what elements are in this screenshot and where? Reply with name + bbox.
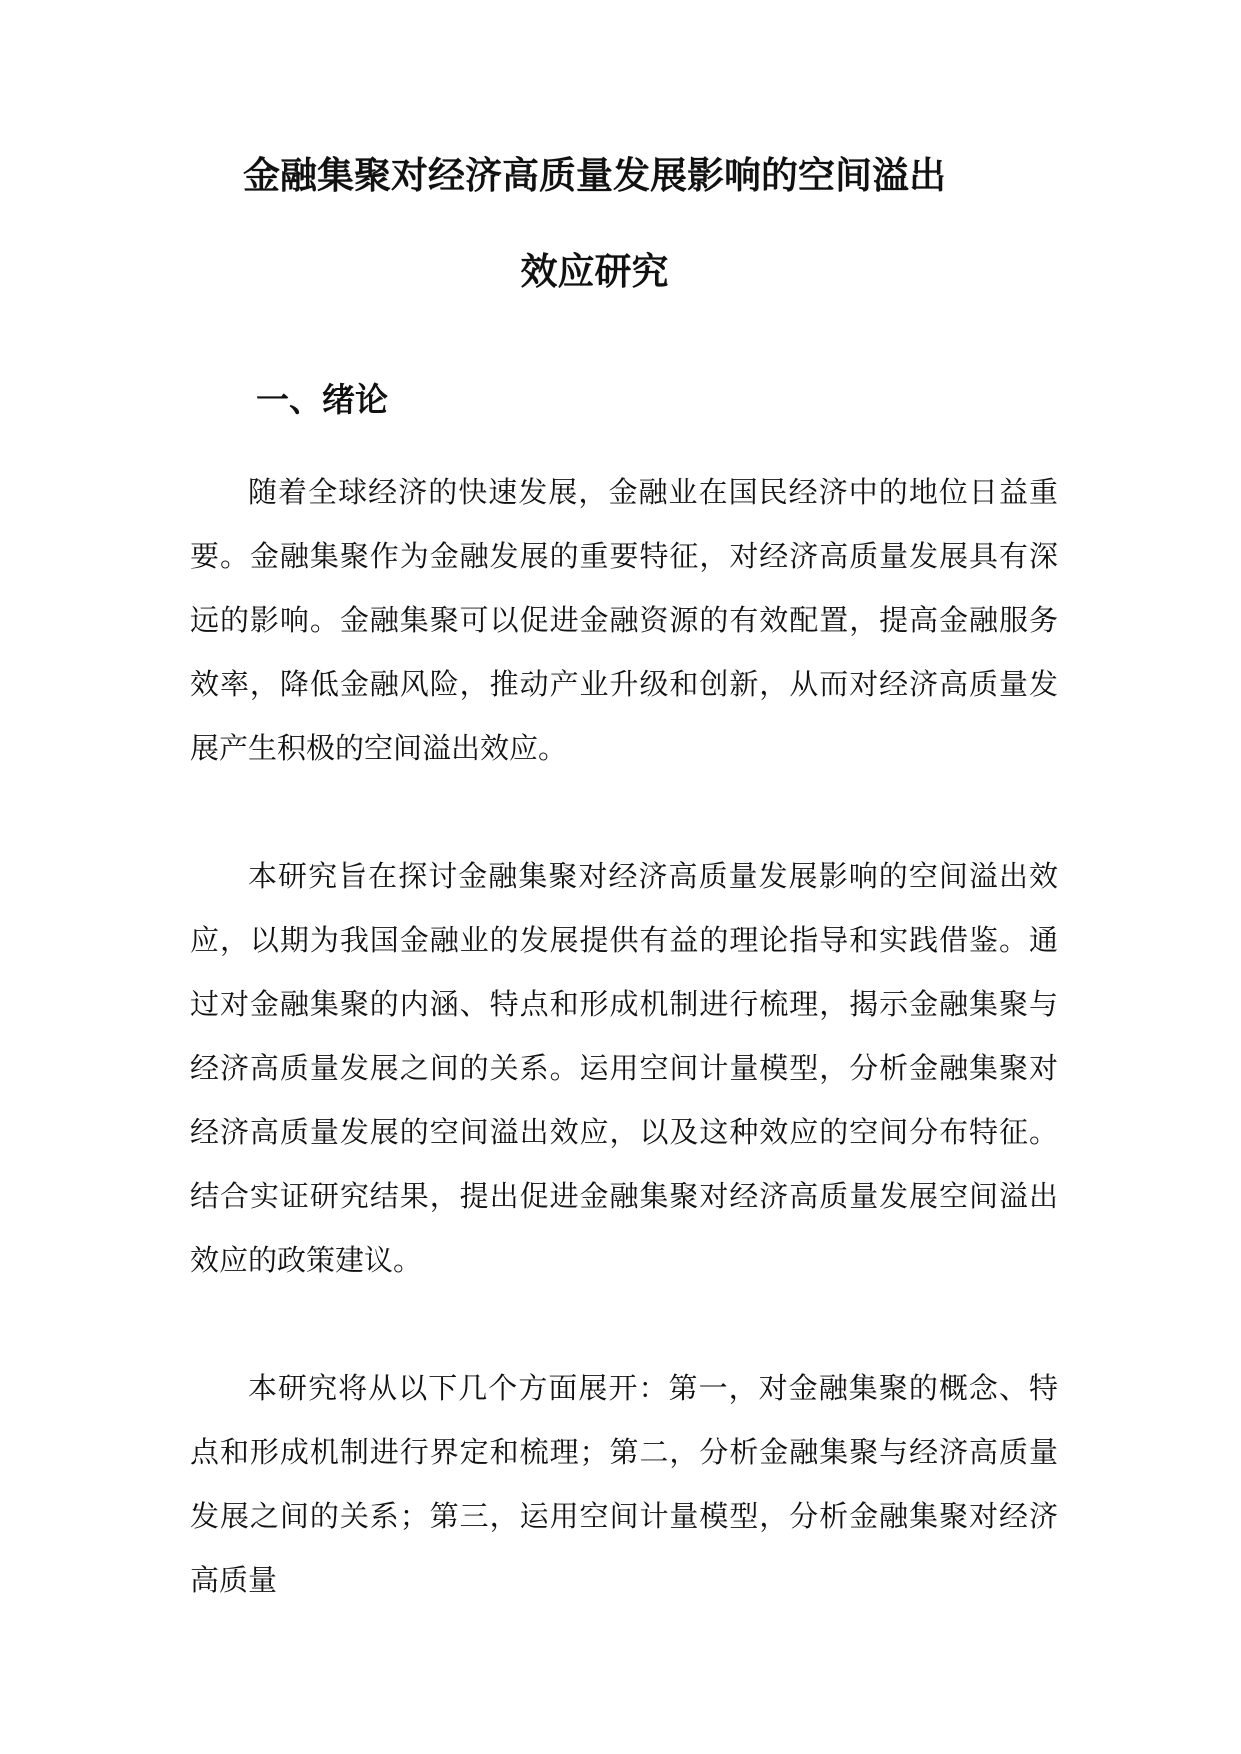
section-heading-introduction: 一、绪论 — [256, 380, 388, 419]
body-paragraph-3: 本研究将从以下几个方面展开：第一，对金融集聚的概念、特点和形成机制进行界定和梳理；第二，分析金融集聚与经济高质量发展之间的关系；第三，运用空间计量模型，分析金融集聚对经济高质量 — [190, 1371, 1058, 1597]
document-title-line-2: 效应研究 — [520, 250, 669, 293]
document-title-line-1: 金融集聚对经济高质量发展影响的空间溢出 — [243, 154, 946, 197]
body-paragraph-1: 随着全球经济的快速发展，金融业在国民经济中的地位日益重要。金融集聚作为金融发展的重要特征，对经济高质量发展具有深远的影响。金融集聚可以促进金融资源的有效配置，提高金融服务效率，降低金融风险，推动产业升级和创新，从而对经济高质量发展产生积极的空间溢出效应。 — [190, 475, 1058, 765]
body-paragraph-2: 本研究旨在探讨金融集聚对经济高质量发展影响的空间溢出效应，以期为我国金融业的发展提供有益的理论指导和实践借鉴。通过对金融集聚的内涵、特点和形成机制进行梳理，揭示金融集聚与经济高质量发展之间的关系。运用空间计量模型，分析金融集聚对经济高质量发展的空间溢出效应，以及这种效应的空间分布特征。结合实证研究结果，提出促进金融集聚对经济高质量发展空间溢出效应的政策建议。 — [190, 859, 1058, 1277]
